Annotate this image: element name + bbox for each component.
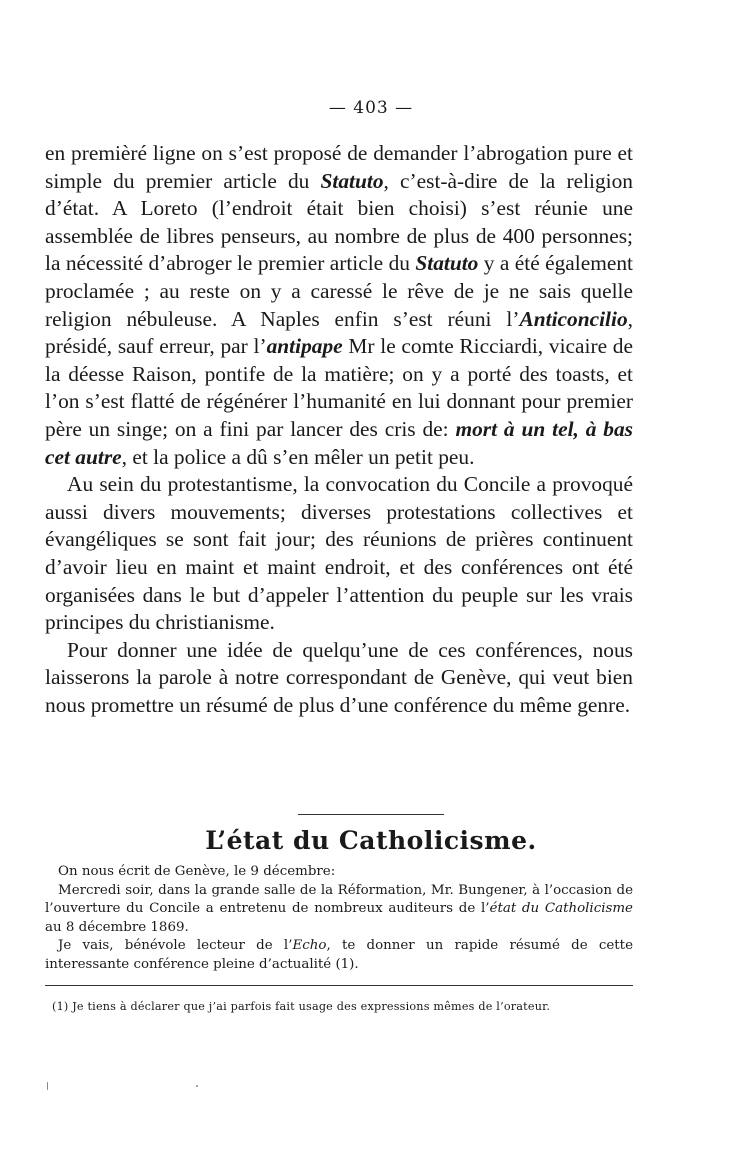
paragraph [45, 937, 633, 974]
text-run: au 8 décembre 1869. [45, 919, 189, 935]
correspondence-text [45, 863, 633, 975]
page-number: — 403 — [328, 98, 414, 118]
italic-phrase: Statuto [320, 168, 384, 193]
paragraph [45, 882, 633, 938]
section-title: L’état du Catholicisme. [205, 826, 537, 855]
italic-phrase: Echo [292, 938, 327, 954]
italic-phrase: mort à un tel, à bas cet autre [45, 416, 634, 469]
italic-phrase: antipape [266, 334, 343, 359]
paragraph [45, 140, 633, 471]
text-run: Mercredi soir, dans la grande salle de la Réformation, Mr. Bungener, à l’occasion de l’ouverture du Concile a entretenu de nombreux auditeurs de l’ [45, 882, 633, 917]
text-run: Je vais, bénévole lecteur de l’ [58, 938, 293, 954]
italic-phrase: Statuto [415, 251, 479, 276]
footnote: (1) Je tiens à déclarer que j’ai parfois fait usage des expressions mêmes de l’orateur. [52, 1000, 551, 1013]
paragraph [45, 637, 633, 720]
italic-phrase: état du Catholicisme [489, 901, 633, 917]
section-divider [298, 814, 444, 815]
text-run: Pour donner une idée de quelqu’une de ces conférences, nous laisserons la parole à notre correspondant de Genève, qui veut bien nous promettre un résumé de plus d’une conférence du même genre. [45, 637, 633, 717]
print-speck [47, 1082, 48, 1090]
text-run: , te donner un rapide résumé de cette interessante conférence pleine d’actualité (1). [45, 938, 633, 972]
text-run: On nous écrit de Genève, le 9 décembre: [58, 864, 336, 879]
print-speck [196, 1085, 198, 1087]
text-run: Au sein du protestantisme, la convocation du Concile a provoqué aussi divers mouvements; diverses protestations collectives et évangéliques se sont fait jour; des réunions de prières continuent d’avoir lieu en maint et maint endroit, et des conférences ont été organisées dans le but d’appeler l’attention du peuple sur les vrais principes du christianisme. [45, 472, 633, 635]
text-run: , et la police a dû s’en mêler un petit peu. [121, 444, 475, 469]
text-run: , c’est-à-dire de la religion d’état. A Loreto (l’endroit était bien choisi) s’est réunie une assemblée de libres penseurs, au nombre de plus de 400 personnes; la nécessité d’abroger le premier article du [45, 168, 633, 276]
footnote-divider [45, 985, 633, 986]
text-run: y a été également proclamée ; au reste on y a caressé le rêve de je ne sais quelle religion nébuleuse. A Naples enfin s’est réuni l’ [45, 251, 633, 331]
text-run: , présidé, sauf erreur, par l’ [45, 306, 633, 359]
main-text [45, 140, 633, 719]
paragraph [45, 471, 633, 637]
text-run: Mr le comte Ricciardi, vicaire de la déesse Raison, pontife de la matière; on y a porté des toasts, et l’on s’est flatté de régénérer l’humanité en lui donnant pour premier père un singe; on a fini par lancer des cris de: [45, 334, 633, 441]
text-run: en premièré ligne on s’est proposé de demander l’abrogation pure et simple du premier article du [45, 141, 633, 193]
paragraph [45, 863, 633, 882]
italic-phrase: Anticoncilio [519, 306, 628, 331]
